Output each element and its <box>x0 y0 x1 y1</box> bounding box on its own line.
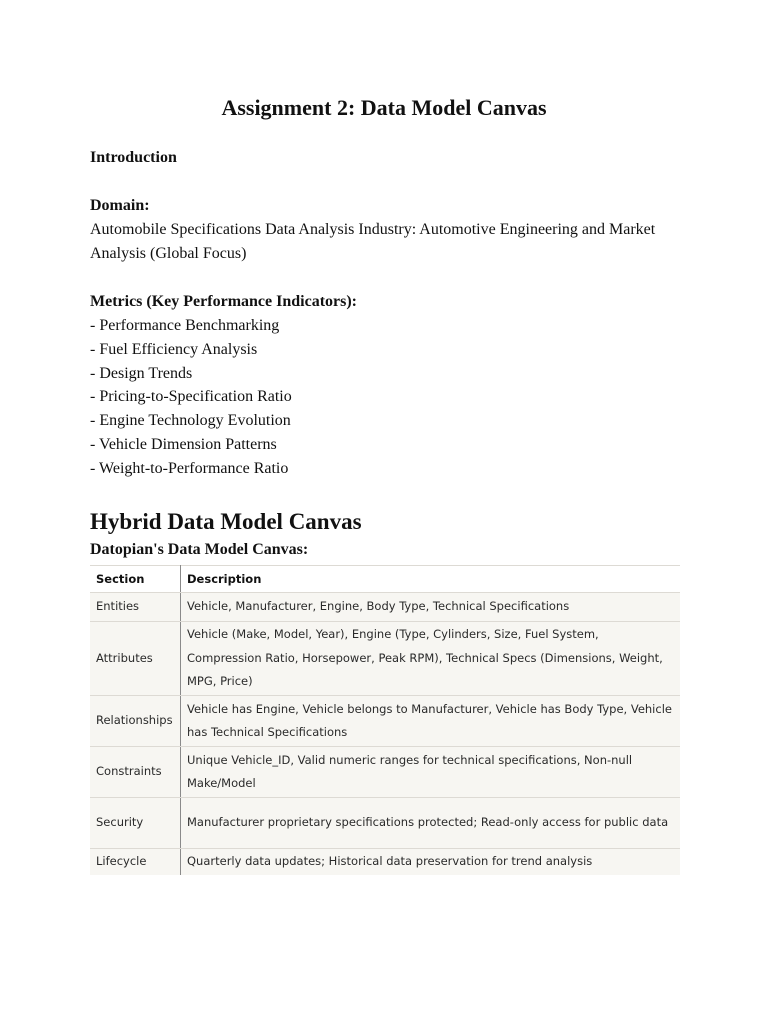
description-cell: Vehicle (Make, Model, Year), Engine (Type, Cylinders, Size, Fuel System, Compression Ratio, Horsepower, Peak RPM), Technical Specs (Dimensions, Weight, MPG, Price) <box>181 622 681 696</box>
table-row <box>90 849 680 876</box>
metric-item: - Engine Technology Evolution <box>90 412 291 430</box>
metric-item: - Weight-to-Performance Ratio <box>90 459 289 477</box>
table-header-row <box>90 566 680 593</box>
data-model-canvas-table <box>90 565 680 875</box>
metric-item: - Fuel Efficiency Analysis <box>90 340 258 358</box>
introduction-heading: Introduction <box>90 149 177 166</box>
section-cell: Relationships <box>90 696 181 747</box>
metric-item: - Performance Benchmarking <box>90 317 280 334</box>
description-cell: Vehicle, Manufacturer, Engine, Body Type, Technical Specifications <box>181 593 681 622</box>
canvas-subheading: Datopian's Data Model Canvas: <box>90 541 309 558</box>
metrics-section <box>90 290 680 481</box>
section-cell: Security <box>90 798 181 849</box>
description-cell: Vehicle has Engine, Vehicle belongs to Manufacturer, Vehicle has Body Type, Vehicle has Technical Specifications <box>181 696 681 747</box>
section-cell: Attributes <box>90 622 181 696</box>
metric-item: - Pricing-to-Specification Ratio <box>90 388 292 406</box>
table-row <box>90 747 680 798</box>
domain-heading: Domain: <box>90 197 150 214</box>
section-cell: Entities <box>90 593 181 622</box>
metrics-heading: Metrics (Key Performance Indicators): <box>90 293 357 310</box>
table-row <box>90 798 680 849</box>
header-description: Description <box>181 566 681 593</box>
domain-text: Automobile Specifications Data Analysis Industry: Automotive Engineering and Market Analysis (Global Focus) <box>90 221 656 262</box>
domain-section <box>90 194 680 266</box>
description-cell: Unique Vehicle_ID, Valid numeric ranges for technical specifications, Non-null Make/Model <box>181 747 681 798</box>
table-row <box>90 622 680 696</box>
hybrid-canvas-heading: Hybrid Data Model Canvas <box>90 509 362 534</box>
document-title: Assignment 2: Data Model Canvas <box>221 95 547 120</box>
metric-item: - Vehicle Dimension Patterns <box>90 435 277 453</box>
table-row <box>90 696 680 747</box>
section-cell: Lifecycle <box>90 849 181 876</box>
metrics-list <box>90 314 680 481</box>
section-cell: Constraints <box>90 747 181 798</box>
description-cell: Manufacturer proprietary specifications protected; Read-only access for public data <box>181 798 681 849</box>
description-cell: Quarterly data updates; Historical data preservation for trend analysis <box>181 849 681 876</box>
header-section: Section <box>90 566 181 593</box>
table-row <box>90 593 680 622</box>
metric-item: - Design Trends <box>90 364 193 382</box>
